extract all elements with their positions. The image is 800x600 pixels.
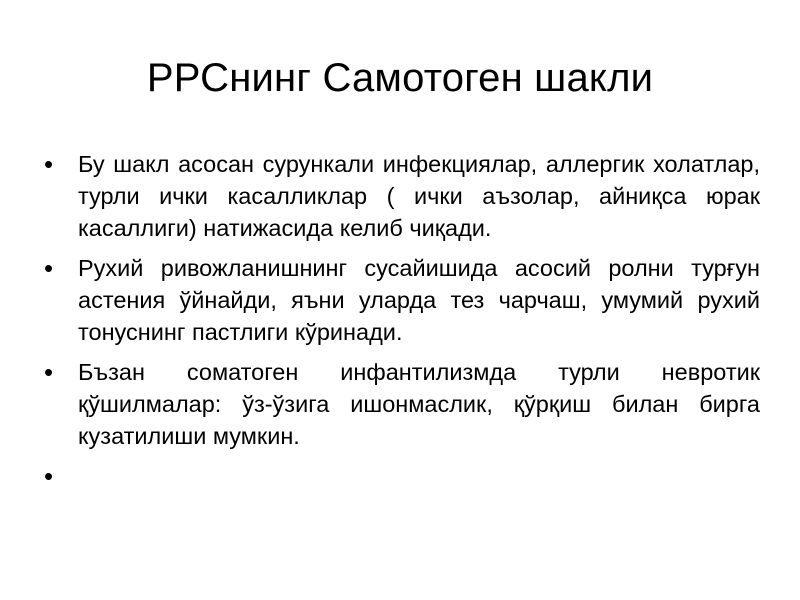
bullet-item (44, 356, 760, 452)
bullet-text: Рухий ривожланишнинг сусайишида асосий ролни турғун астения ўйнайди, яъни уларда тез чарчаш, умумий рухий тонуснинг пастлиги кўринади. (78, 255, 760, 345)
bullet-icon: • (44, 253, 54, 283)
bullet-text: Бу шакл асосан сурункали инфекциялар, аллергик холатлар, турли ички касалликлар ( ички аъзолар, айниқса юрак касаллиги) натижасида келиб чиқади. (78, 151, 760, 241)
bullet-icon: • (44, 461, 54, 491)
bullet-icon: • (44, 149, 54, 179)
slide-title: РРСнинг Самотоген шакли (146, 56, 654, 100)
bullet-icon: • (44, 357, 54, 387)
bullet-item (44, 252, 760, 348)
bullet-list (44, 148, 760, 500)
bullet-text: Бъзан соматоген инфантилизмда турли невротик қўшилмалар: ўз-ўзига ишонмаслик, қўрқиш билан бирга кузатилиши мумкин. (78, 359, 760, 449)
bullet-item-empty (44, 460, 760, 492)
bullet-item (44, 148, 760, 244)
